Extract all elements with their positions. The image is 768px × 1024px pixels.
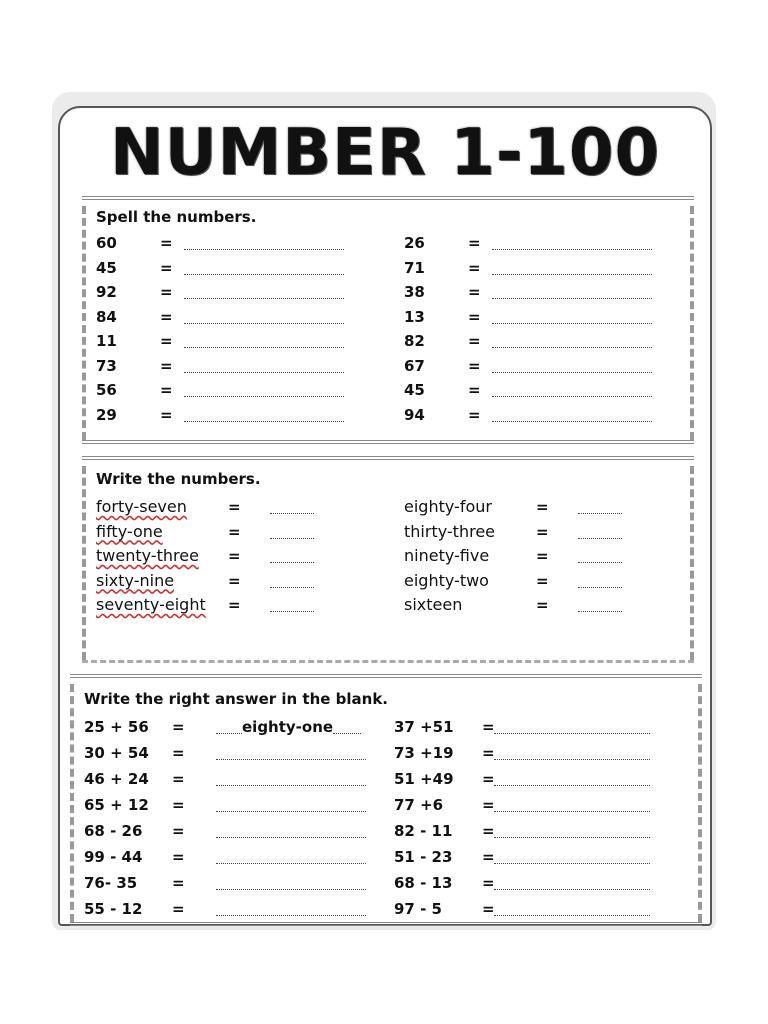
arith-problem: 25 + 56: [84, 718, 149, 736]
answer-blank[interactable]: [270, 575, 314, 588]
number-value: 71: [404, 258, 425, 277]
equals-sign: =: [536, 571, 549, 590]
write-row: [96, 521, 314, 543]
spell-row: [404, 355, 652, 377]
equals-sign: =: [482, 770, 495, 788]
worksheet-paper: [58, 106, 712, 926]
number-word: eighty-four: [404, 497, 492, 516]
equals-sign: =: [160, 258, 173, 277]
arith-problem: 51 - 23: [394, 848, 453, 866]
write-heading: Write the numbers.: [96, 470, 261, 488]
write-row: [404, 570, 622, 592]
answer-blank: [216, 721, 242, 734]
arith-row: [394, 716, 650, 738]
arith-row: [394, 742, 650, 764]
equals-sign: =: [468, 307, 481, 326]
equals-sign: =: [172, 874, 185, 892]
equals-sign: =: [482, 900, 495, 918]
arith-row: [84, 794, 366, 816]
spell-row: [96, 379, 344, 401]
answer-blank[interactable]: [578, 501, 622, 514]
filled-answer: eighty-one: [242, 718, 334, 736]
arith-row: [394, 872, 650, 894]
equals-sign: =: [468, 258, 481, 277]
answer-blank[interactable]: [270, 599, 314, 612]
write-row: [404, 496, 622, 518]
equals-sign: =: [228, 498, 241, 516]
equals-sign: =: [468, 405, 481, 424]
answer-blank[interactable]: [492, 237, 652, 250]
equals-sign: =: [482, 848, 495, 866]
answer-blank: [333, 721, 361, 734]
number-value: 94: [404, 405, 425, 424]
equals-sign: =: [482, 822, 495, 840]
arith-row: [84, 872, 366, 894]
spell-heading: Spell the numbers.: [96, 208, 257, 226]
equals-sign: =: [160, 283, 173, 301]
equals-sign: =: [536, 522, 549, 541]
answer-blank[interactable]: [494, 747, 650, 760]
equals-sign: =: [482, 874, 495, 892]
equals-sign: =: [160, 307, 173, 326]
number-value: 38: [404, 283, 425, 301]
spell-row: [404, 330, 652, 352]
equals-sign: =: [160, 381, 173, 399]
answer-blank[interactable]: [216, 747, 366, 760]
answer-blank[interactable]: [494, 721, 650, 734]
arith-problem: 82 - 11: [394, 822, 453, 840]
arith-problem: 30 + 54: [84, 744, 149, 762]
answer-blank[interactable]: [216, 903, 366, 916]
answer-section: [70, 674, 702, 926]
answer-blank[interactable]: [578, 575, 622, 588]
answer-blank[interactable]: [492, 409, 652, 422]
answer-blank[interactable]: [492, 286, 652, 299]
answer-blank[interactable]: [492, 262, 652, 275]
equals-sign: =: [172, 744, 185, 762]
answer-blank[interactable]: [494, 877, 650, 890]
write-row: [404, 594, 622, 616]
equals-sign: =: [468, 283, 481, 301]
arith-row: [394, 846, 650, 868]
arith-problem: 68 - 26: [84, 822, 143, 840]
number-value: 26: [404, 234, 425, 252]
number-value: 45: [404, 381, 425, 399]
answer-blank[interactable]: [494, 903, 650, 916]
spell-row: [96, 330, 344, 352]
worksheet-title: NUMBER 1-100: [110, 116, 660, 190]
answer-blank[interactable]: [492, 384, 652, 397]
number-word: fifty-one: [96, 521, 163, 541]
equals-sign: =: [160, 356, 173, 375]
number-value: 82: [404, 332, 425, 350]
answer-blank[interactable]: [578, 599, 622, 612]
equals-sign: =: [468, 234, 481, 252]
answer-blank[interactable]: [216, 773, 366, 786]
spell-row: [404, 306, 652, 328]
arith-problem: 65 + 12: [84, 796, 149, 814]
arith-problem: 76- 35: [84, 874, 138, 892]
equals-sign: =: [172, 718, 185, 736]
number-value: 56: [96, 381, 117, 399]
arith-row: [394, 768, 650, 790]
arith-row: [84, 820, 366, 842]
equals-sign: =: [228, 547, 241, 565]
spell-row: [404, 404, 652, 426]
number-word: sixty-nine: [96, 570, 175, 590]
equals-sign: =: [160, 332, 173, 350]
answer-blank[interactable]: [492, 335, 652, 348]
arith-row: [84, 716, 361, 738]
number-word: thirty-three: [404, 521, 495, 541]
spell-row: [96, 404, 344, 426]
answer-blank[interactable]: [494, 851, 650, 864]
answer-blank[interactable]: [270, 501, 314, 514]
arith-problem: 77 +6: [394, 796, 444, 814]
equals-sign: =: [536, 547, 549, 565]
write-row: [404, 545, 622, 567]
arith-row: [84, 898, 366, 920]
arith-problem: 99 - 44: [84, 848, 143, 866]
answer-blank[interactable]: [494, 799, 650, 812]
answer-blank[interactable]: [494, 825, 650, 838]
answer-blank[interactable]: [216, 877, 366, 890]
number-value: 84: [96, 307, 117, 326]
answer-blank[interactable]: [184, 286, 344, 299]
number-word: ninety-five: [404, 546, 490, 565]
arith-problem: 97 - 5: [394, 900, 442, 918]
equals-sign: =: [172, 900, 185, 918]
equals-sign: =: [160, 405, 173, 424]
spell-row: [404, 281, 652, 303]
equals-sign: =: [172, 796, 185, 814]
answer-blank[interactable]: [494, 773, 650, 786]
equals-sign: =: [172, 848, 185, 866]
arith-row: [84, 742, 366, 764]
spell-row: [404, 379, 652, 401]
equals-sign: =: [468, 356, 481, 375]
spell-row: [96, 355, 344, 377]
arith-problem: 73 +19: [394, 744, 454, 762]
worksheet-frame: [52, 92, 716, 930]
number-word: twenty-three: [96, 546, 199, 565]
equals-sign: =: [228, 571, 241, 590]
answer-blank[interactable]: [184, 262, 344, 275]
write-section: [82, 456, 694, 663]
arith-row: [394, 898, 650, 920]
equals-sign: =: [160, 234, 173, 252]
answer-blank[interactable]: [184, 311, 344, 324]
number-value: 67: [404, 356, 425, 375]
number-value: 73: [96, 356, 117, 375]
equals-sign: =: [482, 744, 495, 762]
arith-problem: 51 +49: [394, 770, 454, 788]
write-row: [404, 521, 622, 543]
answer-blank[interactable]: [578, 550, 622, 563]
equals-sign: =: [536, 596, 549, 614]
write-row: [96, 496, 314, 518]
answer-blank[interactable]: [184, 237, 344, 250]
arith-row: [84, 846, 366, 868]
number-word: sixteen: [404, 595, 463, 614]
equals-sign: =: [468, 381, 481, 399]
spell-row: [96, 281, 344, 303]
number-word: seventy-eight: [96, 595, 206, 614]
number-word: forty-seven: [96, 497, 187, 516]
arith-row: [394, 820, 650, 842]
spell-row: [96, 257, 344, 279]
number-value: 29: [96, 405, 117, 424]
number-value: 60: [96, 234, 117, 252]
answer-blank[interactable]: [184, 360, 344, 373]
equals-sign: =: [228, 522, 241, 541]
answer-blank[interactable]: [184, 409, 344, 422]
equals-sign: =: [482, 796, 495, 814]
write-row: [96, 594, 314, 616]
number-value: 92: [96, 283, 117, 301]
number-value: 13: [404, 307, 425, 326]
arith-problem: 68 - 13: [394, 874, 453, 892]
answer-blank[interactable]: [492, 360, 652, 373]
answer-blank[interactable]: [184, 384, 344, 397]
answer-blank[interactable]: [578, 526, 622, 539]
answer-blank[interactable]: [270, 526, 314, 539]
answer-blank[interactable]: [216, 799, 366, 812]
equals-sign: =: [228, 596, 241, 614]
number-value: 11: [96, 332, 117, 350]
equals-sign: =: [172, 770, 185, 788]
write-row: [96, 570, 314, 592]
answer-blank[interactable]: [216, 825, 366, 838]
answer-heading: Write the right answer in the blank.: [84, 690, 388, 708]
spell-section: [82, 196, 694, 444]
arith-row: [394, 794, 650, 816]
equals-sign: =: [468, 332, 481, 350]
spell-row: [404, 257, 652, 279]
arith-problem: 37 +51: [394, 718, 454, 736]
answer-blank[interactable]: [270, 550, 314, 563]
number-value: 45: [96, 258, 117, 277]
equals-sign: =: [536, 498, 549, 516]
equals-sign: =: [482, 718, 495, 736]
equals-sign: =: [172, 822, 185, 840]
number-word: eighty-two: [404, 570, 489, 590]
arith-problem: 46 + 24: [84, 770, 149, 788]
arith-row: [84, 768, 366, 790]
spell-row: [96, 306, 344, 328]
spell-row: [96, 232, 344, 254]
write-row: [96, 545, 314, 567]
arith-problem: 55 - 12: [84, 900, 143, 918]
answer-blank[interactable]: [216, 851, 366, 864]
spell-row: [404, 232, 652, 254]
answer-blank[interactable]: [492, 311, 652, 324]
answer-blank[interactable]: [184, 335, 344, 348]
